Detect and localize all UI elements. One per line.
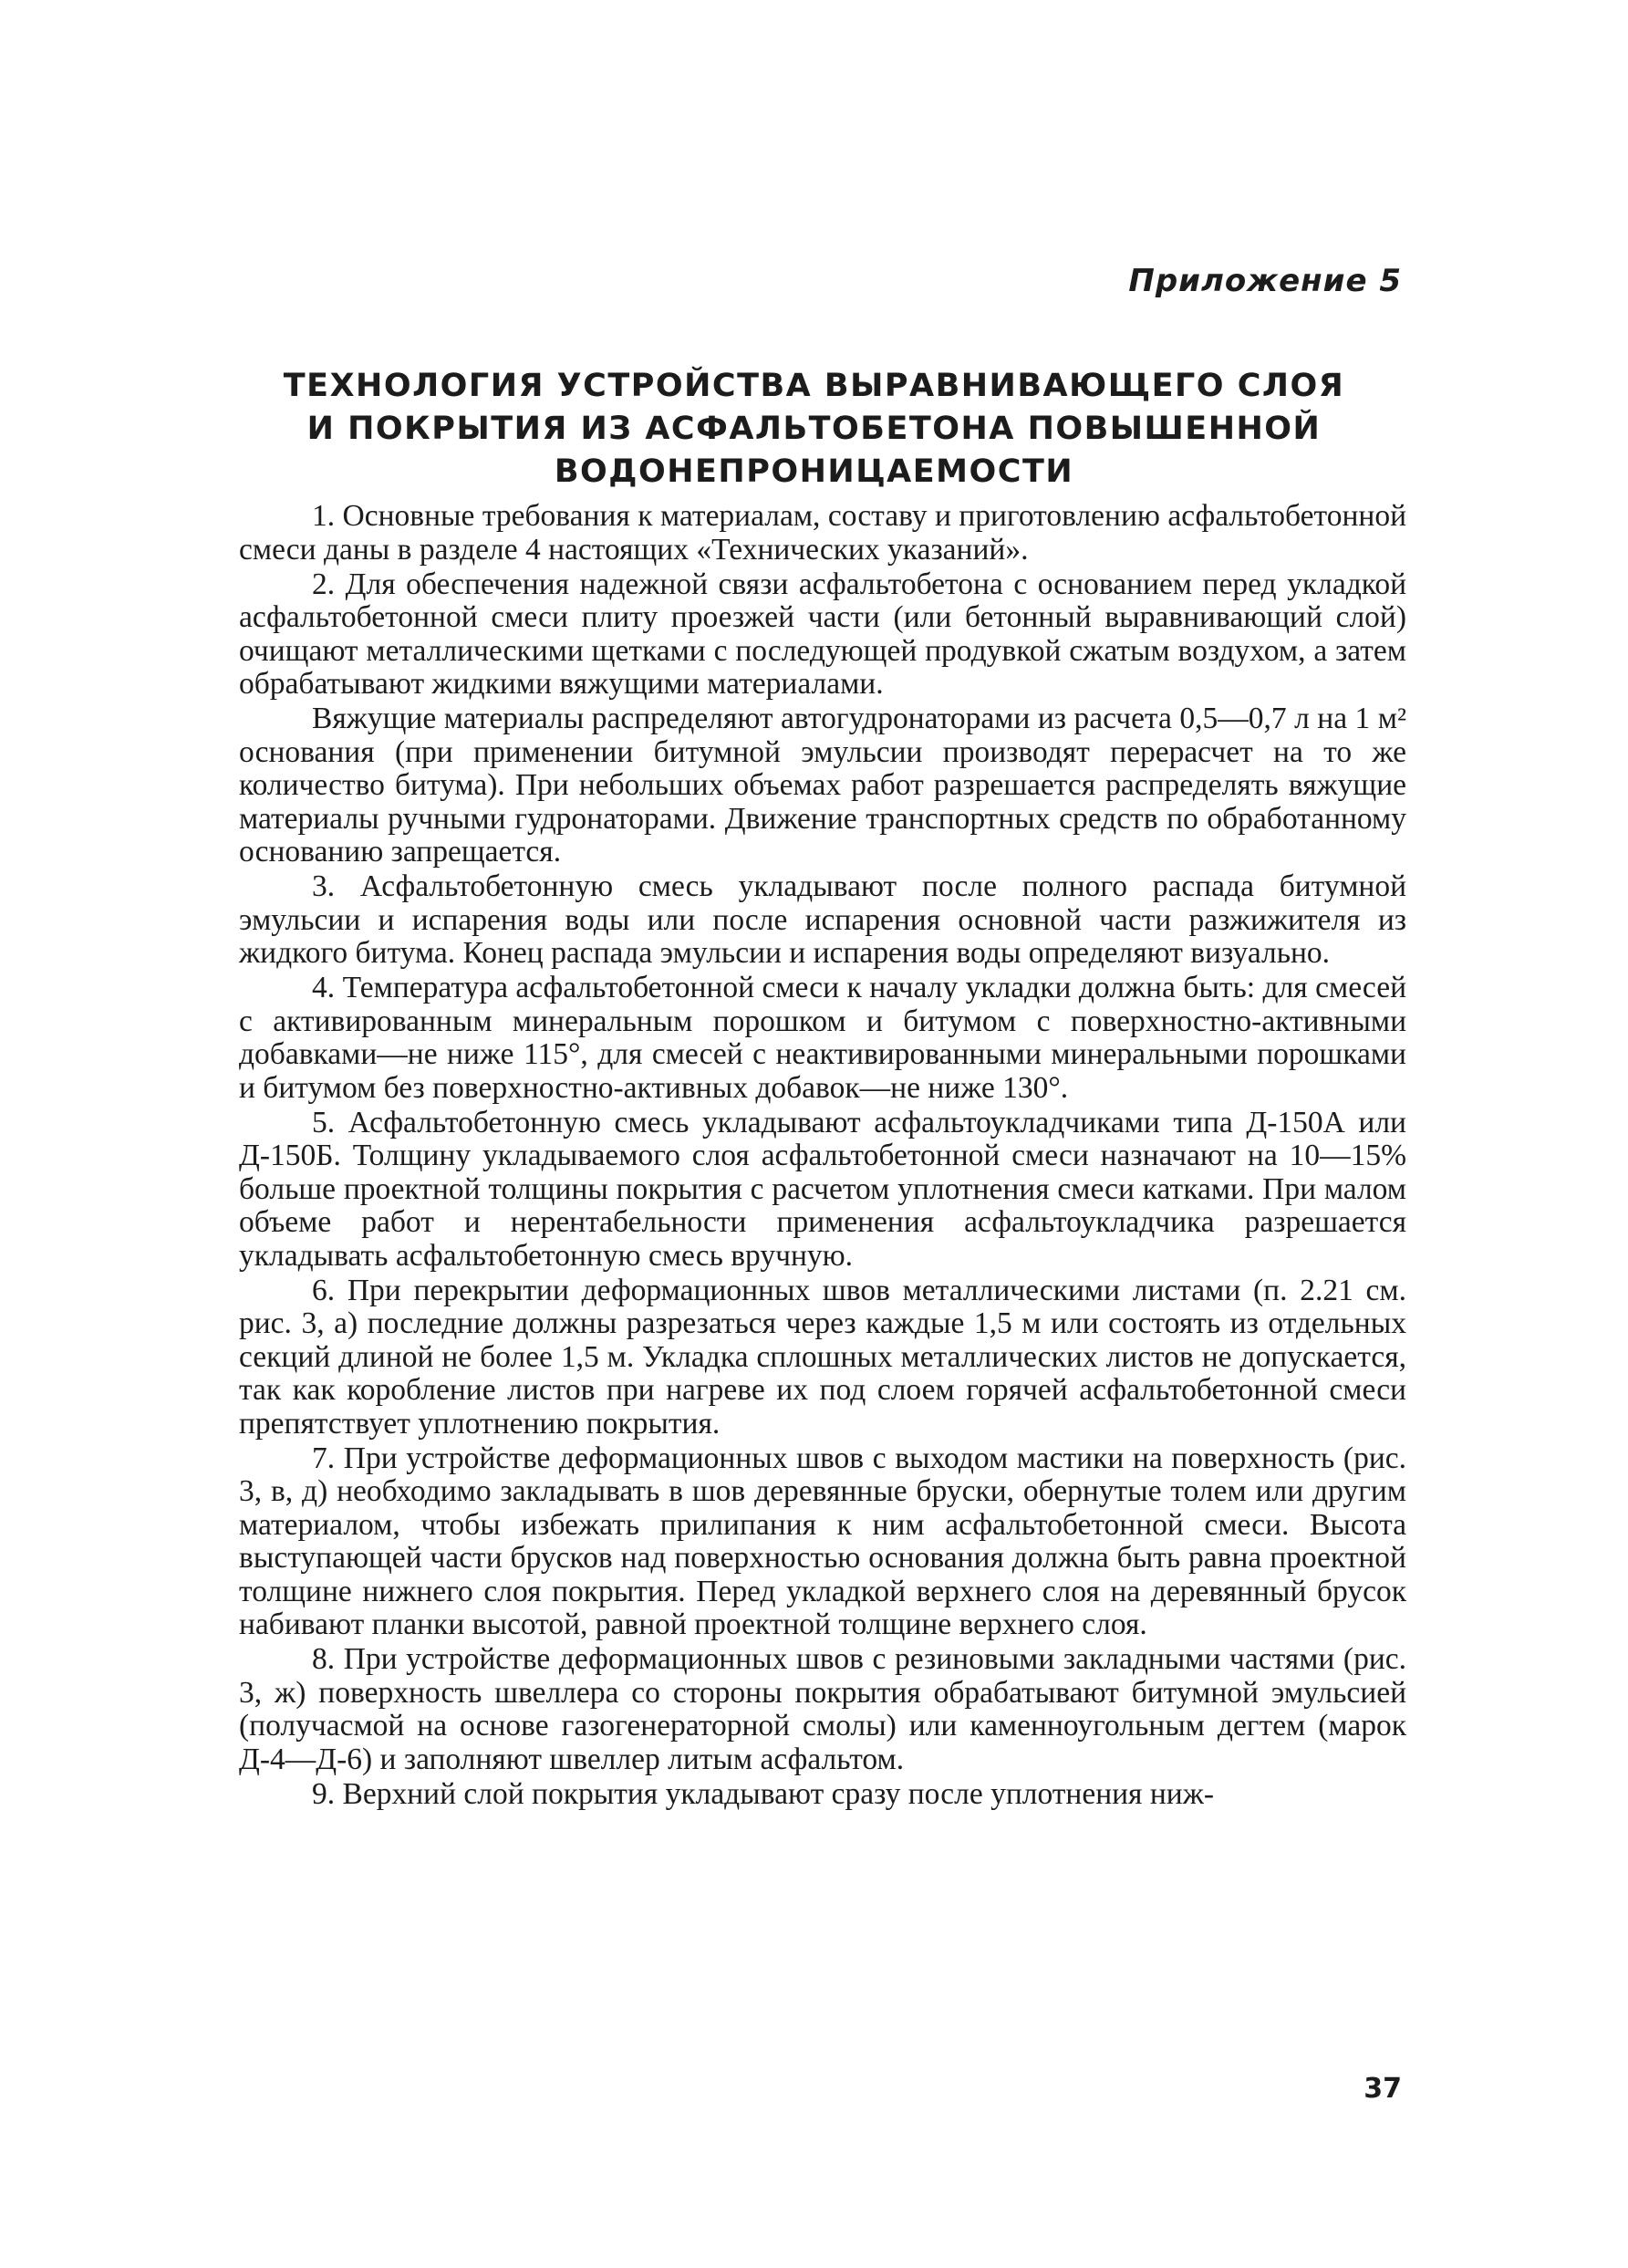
title-line: ТЕХНОЛОГИЯ УСТРОЙСТВА ВЫРАВНИВАЮЩЕГО СЛОЯ — [283, 368, 1345, 404]
body-text — [239, 500, 1406, 1813]
paragraph-9: 9. Верхний слой покрытия укладывают сразу после уплотнения ниж- — [312, 1776, 1215, 1811]
paragraph-6: 6. При перекрытии деформационных швов металлическими листами (п. 2.21 см. рис. 3, а) последние должны разрезаться через каждые 1,5 м или состоять из отдельных секций длиной не более 1,5 м. Укладка сплошных металлических листов не допускается, так как коробление листов при нагреве их под слоем горячей асфальтобетонной смеси препятствует уплотнению покрытия. — [239, 1273, 1406, 1441]
page-number: 37 — [1364, 2073, 1402, 2105]
paragraph-4: 4. Температура асфальтобетонной смеси к началу укладки должна быть: для смесей с активированным минеральным порошком и битумом с поверхностно-активными добавками—не ниже 115°, для смесей с неактивированными минеральными порошками и битумом без поверхностно-активных добавок—не ниже 130°. — [239, 971, 1406, 1105]
title-line: И ПОКРЫТИЯ ИЗ АСФАЛЬТОБЕТОНА ПОВЫШЕННОЙ — [306, 411, 1322, 447]
paragraph-1: 1. Основные требования к материалам, составу и приготовлению асфальтобетонной смеси даны в разделе 4 настоящих «Технических указаний». — [239, 499, 1406, 567]
paragraph-3: 3. Асфальтобетонную смесь укладывают после полного распада битумной эмульсии и испарения воды или после испарения основной части разжижителя из жидкого битума. Конец распада эмульсии и испарения воды определяют визуально. — [239, 869, 1406, 970]
title-line: ВОДОНЕПРОНИЦАЕМОСТИ — [554, 453, 1074, 490]
paragraph-8: 8. При устройстве деформационных швов с резиновыми закладными частями (рис. 3, ж) поверхность швеллера со стороны покрытия обрабатывают битумной эмульсией (получасмой на основе газогенераторной смолы) или каменноугольным дегтем (марок Д-4—Д-6) и заполняют швеллер литым асфальтом. — [239, 1642, 1406, 1776]
document-title — [274, 365, 1354, 494]
paragraph-2-continued: Вяжущие материалы распределяют автогудронаторами из расчета 0,5—0,7 л на 1 м² основания (при применении битумной эмульсии производят перерасчет на то же количество битума). При небольших объемах работ разрешается распределять вяжущие материалы ручными гудронаторами. Движение транспортных средств по обработанному основанию запрещается. — [239, 702, 1406, 869]
appendix-label: Приложение 5 — [1128, 263, 1402, 299]
paragraph-2: 2. Для обеспечения надежной связи асфальтобетона с основанием перед укладкой асфальтобетонной смеси плиту проезжей части (или бетонный выравнивающий слой) очищают металлическими щетками с последующей продувкой сжатым воздухом, а затем обрабатывают жидкими вяжущими материалами. — [239, 567, 1406, 701]
paragraph-5: 5. Асфальтобетонную смесь укладывают асфальтоукладчиками типа Д-150А или Д-150Б. Толщину укладываемого слоя асфальтобетонной смеси назначают на 10—15% больше проектной толщины покрытия с расчетом уплотнения смеси катками. При малом объеме работ и нерентабельности применения асфальтоукладчика разрешается укладывать асфальтобетонную смесь вручную. — [239, 1105, 1406, 1273]
paragraph-7: 7. При устройстве деформационных швов с выходом мастики на поверхность (рис. 3, в, д) необходимо закладывать в шов деревянные бруски, обернутые толем или другим материалом, чтобы избежать прилипания к ним асфальтобетонной смеси. Высота выступающей части брусков над поверхностью основания должна быть равна проектной толщине нижнего слоя покрытия. Перед укладкой верхнего слоя на деревянный брусок набивают планки высотой, равной проектной толщине верхнего слоя. — [239, 1441, 1406, 1641]
